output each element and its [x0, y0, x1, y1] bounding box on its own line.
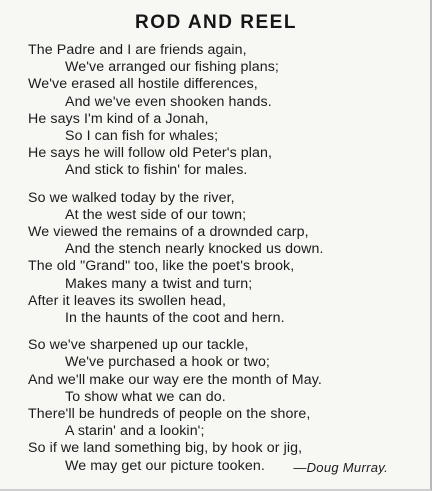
- poem-line: He says I'm kind of a Jonah,: [28, 110, 209, 127]
- poem-line: We've erased all hostile differences,: [28, 76, 258, 93]
- poem-line: So we walked today by the river,: [28, 189, 235, 206]
- poem-line: We've purchased a hook or two;: [65, 354, 270, 371]
- poem-line: The Padre and I are friends again,: [28, 42, 247, 58]
- poem-line: After it leaves its swollen head,: [28, 292, 227, 309]
- poem-line: We've arranged our fishing plans;: [65, 59, 279, 76]
- poem-line: And the stench nearly knocked us down.: [65, 241, 324, 258]
- author-signature: —Doug Murray.: [293, 460, 388, 475]
- poem-title: ROD AND REEL: [135, 12, 297, 33]
- poem-line: So if we land something big, by hook or jig,: [28, 440, 303, 457]
- poem-body: [28, 42, 426, 485]
- poem-line: In the haunts of the coot and hern.: [65, 310, 285, 327]
- poem-line: He says he will follow old Peter's plan,: [28, 145, 273, 162]
- poem-line: Makes many a twist and turn;: [65, 275, 253, 292]
- poem-line: The old "Grand" too, like the poet's brook,: [28, 258, 295, 275]
- poem-line: So we've sharpened up our tackle,: [28, 337, 249, 354]
- poem-line: A starin' and a lookin';: [65, 423, 205, 440]
- poem-line: There'll be hundreds of people on the shore,: [28, 406, 311, 423]
- poem-line: So I can fish for whales;: [65, 128, 219, 145]
- poem-line: To show what we can do.: [65, 388, 226, 405]
- poem-line: And stick to fishin' for males.: [65, 162, 248, 179]
- stanza-2: [28, 190, 426, 328]
- poem-line: We may get our picture tooken.: [65, 457, 265, 474]
- poem-line: And we'll make our way ere the month of May.: [28, 371, 322, 388]
- poem-line: We viewed the remains of a drownded carp,: [28, 224, 309, 241]
- stanza-3: [28, 337, 426, 475]
- stanza-1: [28, 42, 426, 180]
- poem-line: At the west side of our town;: [65, 206, 247, 223]
- poem-line: And we've even shooken hands.: [65, 93, 272, 110]
